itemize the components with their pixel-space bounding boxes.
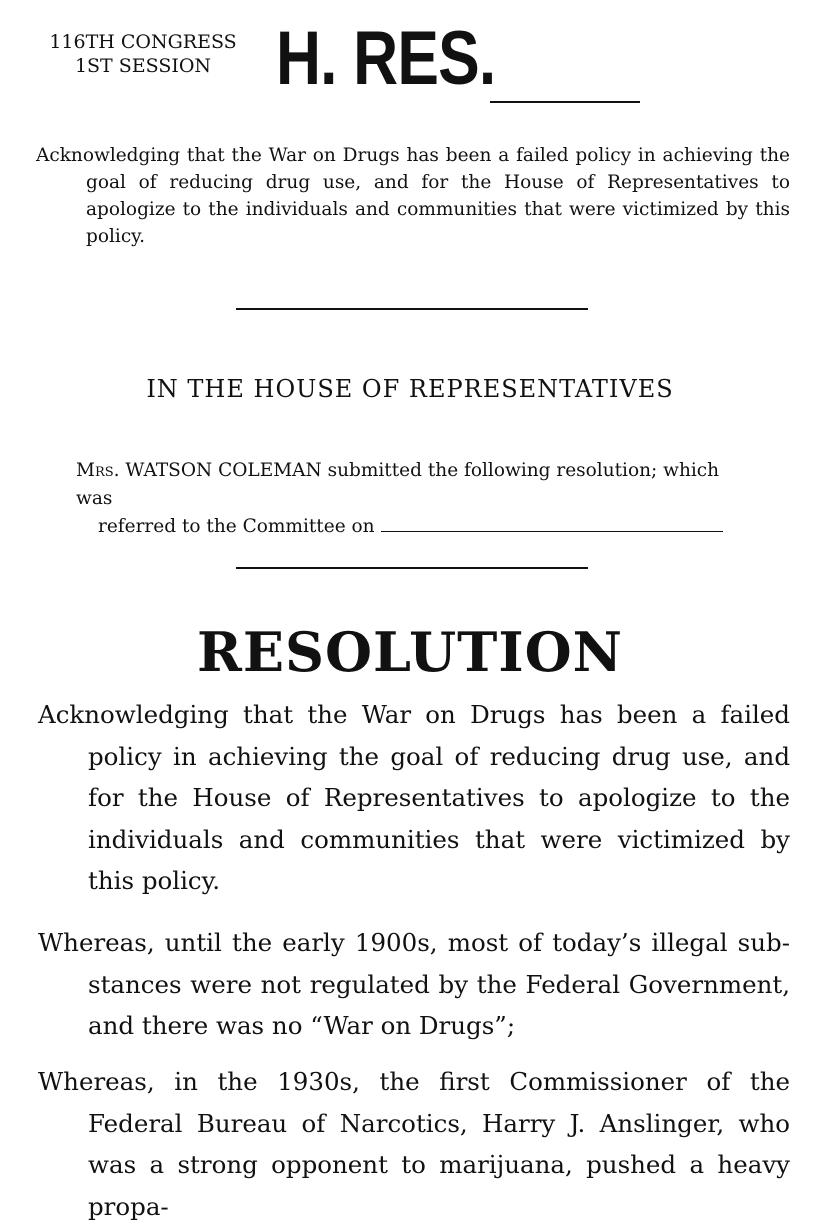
divider-rule — [236, 567, 588, 569]
whereas-clause: Whereas, in the 1930s, the first Commissioner of the Federal Bureau of Narcotics, Harry J. Anslinger, who was a strong opponent to marijuana, pushed a heavy propa- — [38, 1067, 790, 1221]
sponsor-statement — [76, 457, 756, 541]
congress-number: 116TH CONGRESS — [49, 31, 237, 53]
divider-rule — [236, 308, 588, 310]
sponsor-action: submitted the following resolution; which was — [76, 460, 720, 509]
committee-blank-line — [381, 517, 723, 532]
sponsor-name: Mrs. WATSON COLEMAN — [76, 460, 322, 481]
resolution-heading: RESOLUTION — [196, 620, 624, 684]
bill-type-heading: H. RES. — [276, 16, 496, 101]
session-number: 1ST SESSION — [74, 55, 212, 77]
bill-number-blank-line — [490, 101, 640, 103]
resolution-title-paragraph: Acknowledging that the War on Drugs has been a failed policy in achieving the goal of reducing drug use, and for the House of Representatives to apologize to the individuals and communities that were victimized by this policy. — [38, 700, 790, 895]
whereas-clause: Whereas, until the early 1900s, most of today’s illegal sub-stances were not regulated by the Federal Government, and there was no “War on Drugs”; — [38, 928, 790, 1040]
congress-session-block — [20, 30, 266, 78]
referral-text: referred to the Committee on — [98, 516, 375, 537]
short-title: Acknowledging that the War on Drugs has been a failed policy in achieving the goal of reducing drug use, and for the House of Representatives to apologize to the individuals and communities that were victimized by this policy. — [36, 145, 790, 247]
chamber-heading: IN THE HOUSE OF REPRESENTATIVES — [146, 375, 674, 403]
